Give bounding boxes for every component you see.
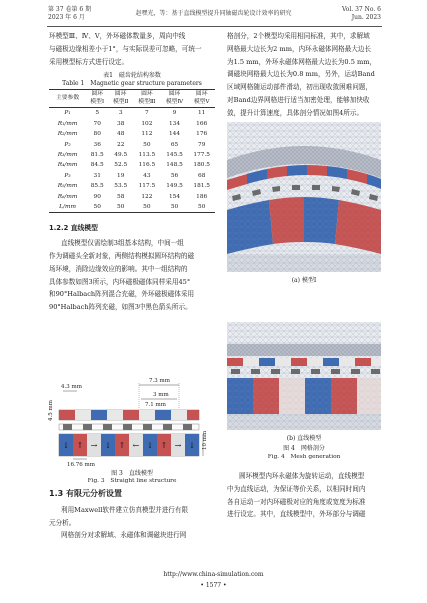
header-bottom: 模型Ⅲ [138,98,156,105]
modulator-piece [312,185,320,190]
modulator-piece [292,185,300,190]
table-body [49,108,215,213]
text-line: 圆环模型内环永磁体为旋转运动，直线模型 [239,472,365,480]
table-cell: 11 [198,110,206,117]
table-cell: 85.5 [90,183,104,190]
magnet-white [243,358,259,366]
table-cell: 7 [145,110,149,117]
magnet-blue [287,165,307,176]
header-top: 圆环 [168,91,181,98]
text-line: 对Band边界网格进行适当加密处理，能够加快收 [227,95,370,104]
table-cell: 19 [117,172,125,179]
table-header [188,90,215,108]
table-row [49,119,215,129]
section-heading-1-2-2: 1.2.2 直线模型 [49,224,98,233]
inner-row-mesh [227,378,381,414]
table-cell: 116.5 [138,162,156,169]
text-line: 直线模型仅需绘制3组基本结构，中间一组 [61,239,184,248]
table-cell: 145.5 [166,152,183,159]
inner-magnet-row [227,378,381,414]
table-header [161,90,189,108]
arrow-left-icon: ← [132,441,140,450]
modulator-piece [63,424,72,430]
modulator-piece [183,424,192,430]
table-cell: 5 [95,110,100,117]
dim-4-5-label: 4.5 mm [48,400,54,421]
header-top: 圆环 [114,91,127,98]
modulator-piece [231,369,240,374]
dim-10-label: 10 mm [202,430,208,450]
table-row [49,129,215,139]
table-row [49,150,215,160]
table-cell: 177.5 [193,152,210,159]
text-line: 各自运动一对内环磁极对应的角度或宽度为标准 [227,497,366,506]
table-cell: 134 [168,120,181,127]
table-cell: 56 [170,172,179,179]
table-row-label: R₁/mm [57,120,78,127]
magnet-blue [91,410,107,420]
header-bottom: 模型Ⅱ [112,98,129,105]
figure-3-straight-line-structure [49,376,215,484]
table-cell: 50 [108,202,133,213]
table-cell: 112 [141,131,153,138]
table-header-row [49,90,215,108]
figure-4a-ring-mesh [227,122,381,300]
table-cell: 43 [143,172,151,179]
table-cell: 79 [198,141,206,148]
table-row [49,171,215,181]
figure-3-caption-cn: 图 3 直线模型 [111,470,153,477]
magnet-red [227,358,243,366]
magnet-blue [323,358,339,366]
parameter-table [49,89,215,213]
text-line: 网格剖分对求解域、永磁体和调磁块进行网 [61,531,187,540]
figure-4b-straight-mesh [227,322,381,462]
running-title: 赵嘿光，等：基于直线模型提升同轴磁齿轮设计效率的研究 [135,10,292,17]
magnet-red [307,165,327,176]
modulator-piece [311,369,320,374]
table-cell: 144 [168,131,181,138]
text-line: 为1.5 mm，外环永磁体网格最大边长为0.5 mm， [227,57,377,66]
table-cell: 52.5 [114,162,128,169]
magnet-white [139,410,155,420]
header-top: 圆环 [195,91,208,98]
table-row-label: R₄/mm [57,162,78,169]
table-cell: 180.5 [193,162,210,169]
table-cell: 48 [117,131,125,138]
figure-4-caption-en: Fig. 4 Mesh generation [267,454,341,460]
magnet-white [371,358,381,366]
table-row-label: R₆/mm [57,193,78,200]
table-cell: 50 [143,141,151,148]
text-line: 中为直线运动，为保证等价关系，以相同时间内 [227,484,366,493]
text-line: 进行设定。其中，直线模型中，外环部分与调磁 [227,510,366,519]
journal-date-en: Jun. 2023 [351,14,381,21]
arrow-right-icon: → [174,441,182,450]
page-number: • 1577 • [200,582,227,589]
magnet-red [59,410,75,420]
text-line: 具体参数如图3所示，内环磁极磁体同样采用45° [49,277,191,286]
table-cell: 84.5 [90,162,104,169]
modulator-piece [271,369,280,374]
arrow-up-icon: ↑ [76,441,84,450]
table-row-label: P₃ [64,172,71,179]
table-cell: 53.5 [114,183,128,190]
header-bottom: 模型Ⅳ [165,98,184,105]
table-cell: 176 [196,131,208,138]
table-cell: 58 [117,193,125,200]
modulator-piece [163,424,172,430]
outer-magnet-row [59,410,199,420]
left-column [49,30,215,314]
table-header [108,90,133,108]
table-cell: 122 [141,193,153,200]
table-cell: 9 [172,110,177,117]
table-row-label: L/mm [49,202,86,213]
table-cell: 50 [133,202,160,213]
magnet-red [187,410,199,420]
table-cell: 50 [161,202,189,213]
header-top: 圆环 [91,91,103,98]
journal-volume-right [342,6,381,22]
table-row-label: R₃/mm [57,152,78,159]
table-cell: 181.5 [193,183,210,190]
arrow-up-icon: ↑ [160,441,168,450]
table-row [49,140,215,150]
modulator-piece [351,369,360,374]
footer-url: http://www.china-simulation.com [163,571,264,578]
core-mesh [227,254,381,272]
dim-3-label: 3 mm [153,392,169,398]
table-cell: 113.5 [138,152,156,159]
header-top: 圆环 [141,91,153,98]
arrow-down-icon: ↓ [104,441,112,450]
dim-7-1-label: 7.1 mm [145,402,166,408]
right-column-top [227,30,379,120]
table-cell: 38 [117,120,125,127]
inner-magnet-row [59,434,199,456]
modulator-piece [83,424,92,430]
table-cell: 68 [198,172,206,179]
table-header [133,90,160,108]
magnet-white [75,410,91,420]
table-cell: 102 [141,120,153,127]
dim-4-3-label: 4.3 mm [61,384,82,390]
outer-magnet-row [227,358,381,366]
magnet-red [355,358,371,366]
air-gap-mesh [227,344,381,356]
table-cell: 22 [117,141,125,148]
paragraph-1-2-2 [49,237,215,314]
journal-issue-en: Vol. 37 No. 6 [341,6,381,13]
magnet-red [291,358,307,366]
text-line: 区域网格随运动部件滑动，初出现收敛困难问题， [227,83,373,92]
text-line: 环模型Ⅲ、Ⅳ、Ⅴ，外环磁体数量多，周向中线 [49,32,186,40]
table-cell: 31 [93,172,101,179]
right-column-bottom [227,470,379,521]
table-cell: 3 [118,110,123,117]
arrow-down-icon: ↓ [62,441,70,450]
table-cell: 50 [86,202,108,213]
table-cell: 81.5 [90,152,104,159]
table-cell: 148.5 [166,162,183,169]
magnet-white [107,410,123,420]
modulator-piece [143,424,152,430]
table-row [49,192,215,202]
table-row-label: R₂/mm [57,131,78,138]
table-cell: 149.5 [166,183,183,190]
table-row-label: P₂ [64,141,71,148]
table-header [86,90,108,108]
magnet-red [123,410,139,420]
modulator-row [59,424,199,430]
core-mesh [227,414,381,430]
text-line: 利用Maxwell软件建立仿真模型并进行有限 [61,505,189,514]
text-line: 元分析。 [49,518,76,527]
text-line: 敛，提升计算速度，具体剖分情况如图4所示。 [227,108,364,117]
modulator-piece [103,424,112,430]
text-line: 采用模型标方式进行设定。 [49,57,129,66]
modulator-piece [251,369,260,374]
arrow-down-icon: ↓ [146,441,154,450]
header-rule [47,26,382,27]
dim-7-3-label: 7.3 mm [149,378,170,384]
magnet-blue [259,358,275,366]
intro-paragraph [49,30,215,68]
modulator-piece [272,186,280,192]
table-cell: 166 [196,120,208,127]
table-cell: 49.5 [114,152,128,159]
table-cell: 90 [93,193,101,200]
magnet-blue [155,410,171,420]
text-line: 90°Halbach阵列充磁，如图3中黑色箭头所示。 [49,303,192,312]
table-row [49,108,215,119]
arrow-down-icon: ↓ [188,441,196,450]
header-bottom: 模型Ⅰ [90,98,105,105]
left-column-bottom [49,488,215,542]
modulator-piece [291,369,300,374]
magnet-white [339,358,355,366]
text-line: 与磁极边缘相差小于1°，与实际误差可忽略，可统一 [49,44,202,53]
modulator-piece [331,369,340,374]
figure-4-caption-cn: 图 4 网格剖分 [283,445,325,452]
modulator-piece [332,186,340,192]
table-header: 主要参数 [49,90,86,108]
magnet-white [307,358,323,366]
magnet-white [275,358,291,366]
table-row [49,160,215,170]
text-line: 网格最大边长为2 mm，内环永磁体网格最大边长 [227,44,372,53]
section-heading-1-3: 1.3 有限元分析设置 [49,489,122,498]
arrow-right-icon: → [90,441,98,450]
figure-4b-caption: (b) 直线模型 [286,435,322,442]
dim-16-76-label: 16.76 mm [67,462,95,468]
figure-4a-caption: (a) 模型Ⅰ [291,277,317,284]
table-cell: 80 [93,131,101,138]
journal-issue-cn: 第 37 卷第 6 期 [48,6,92,13]
modulator-piece [123,424,132,430]
text-line: 调磁块网格最大边长为0.8 mm，另外，运动Band [227,70,375,79]
table-cell: 36 [93,141,101,148]
text-line: 场环境，消除边缘效应的影响。其中一组结构的 [49,264,188,273]
text-line: 和90°Halbach阵列混合充磁，外环磁极磁体采用 [49,290,195,299]
magnet-white [171,410,187,420]
table-cell: 154 [168,193,181,200]
table-title-cn: 表1 磁齿轮结构参数 [103,72,161,80]
figure-3-caption-en: Fig. 3 Straight line structure [87,478,177,484]
table-title-en: Table 1 Magnetic gear structure parameters [62,79,202,87]
header-bottom: 模型Ⅴ [193,98,210,105]
table-row-label: R₅/mm [57,183,78,190]
table-cell: 50 [188,202,215,213]
table-cell: 70 [93,120,101,127]
table-row [49,202,215,213]
journal-date-cn: 2023 年 6 月 [48,14,85,21]
text-line: 格剖分，2个模型均采用相同标准，其中，求解域 [227,32,370,40]
table-cell: 117.5 [138,183,156,190]
table-row [49,181,215,191]
text-line: 作为调磁头全新对象，两侧结构模拟圆环结构的磁 [49,252,195,261]
arrow-up-icon: ↑ [118,441,126,450]
table-cell: 186 [196,193,208,200]
table-cell: 65 [170,141,179,148]
modulator-piece [371,369,380,374]
table-row-label: P₁ [64,110,71,117]
